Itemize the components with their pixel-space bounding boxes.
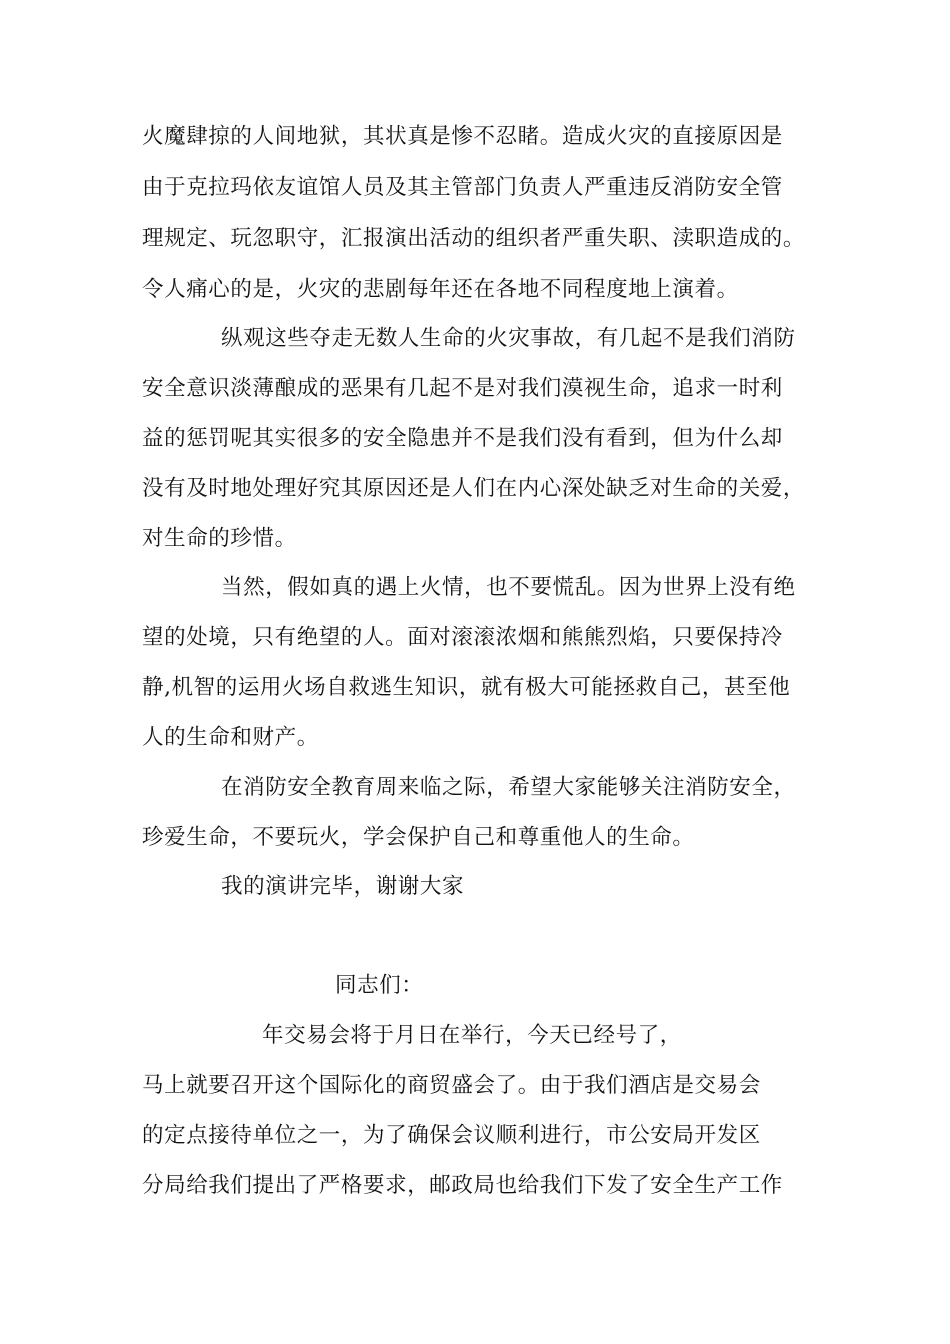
paragraph-line: 望的处境，只有绝望的人。面对滚滚浓烟和熊熊烈焰，只要保持冷 [142,625,783,650]
paragraph-line: 火魔肆掠的人间地狱，其状真是惨不忍睹。造成火灾的直接原因是 [142,124,783,149]
paragraph-line: 没有及时地处理好究其原因还是人们在内心深处缺乏对生命的关爱， [142,476,806,501]
paragraph-line: 令人痛心的是，火灾的悲剧每年还在各地不同程度地上演着。 [142,277,739,302]
paragraph-line: 益的惩罚呢其实很多的安全隐患并不是我们没有看到，但为什么却 [142,426,783,451]
paragraph-line: 分局给我们提出了严格要求，邮政局也给我们下发了安全生产工作 [142,1173,783,1198]
paragraph-line: 的定点接待单位之一，为了确保会议顺利进行，市公安局开发区 [142,1123,761,1148]
paragraph-line: 纵观这些夺走无数人生命的火灾事故，有几起不是我们消防 [221,326,796,351]
paragraph-line: 年交易会将于月日在举行，今天已经号了， [262,1023,682,1048]
closing-line: 我的演讲完毕，谢谢大家 [221,874,465,899]
paragraph-line: 当然，假如真的遇上火情，也不要慌乱。因为世界上没有绝 [221,575,796,600]
paragraph-line: 人的生命和财产。 [142,725,319,750]
paragraph-line: 马上就要召开这个国际化的商贸盛会了。由于我们酒店是交易会 [142,1073,761,1098]
salutation: 同志们： [335,973,424,998]
paragraph-line: 由于克拉玛依友谊馆人员及其主管部门负责人严重违反消防安全管 [142,175,783,200]
paragraph-line: 对生命的珍惜。 [142,526,297,551]
paragraph-line: 在消防安全教育周来临之际，希望大家能够关注消防安全， [221,775,796,800]
paragraph-line: 安全意识淡薄酿成的恶果有几起不是对我们漠视生命，追求一时利 [142,376,783,401]
paragraph-line: 理规定、玩忽职守，汇报演出活动的组织者严重失职、渎职造成的。 [142,226,806,251]
paragraph-line: 静,机智的运用火场自救逃生知识，就有极大可能拯救自己，甚至他 [142,675,791,700]
paragraph-line: 珍爱生命，不要玩火，学会保护自己和尊重他人的生命。 [142,825,695,850]
